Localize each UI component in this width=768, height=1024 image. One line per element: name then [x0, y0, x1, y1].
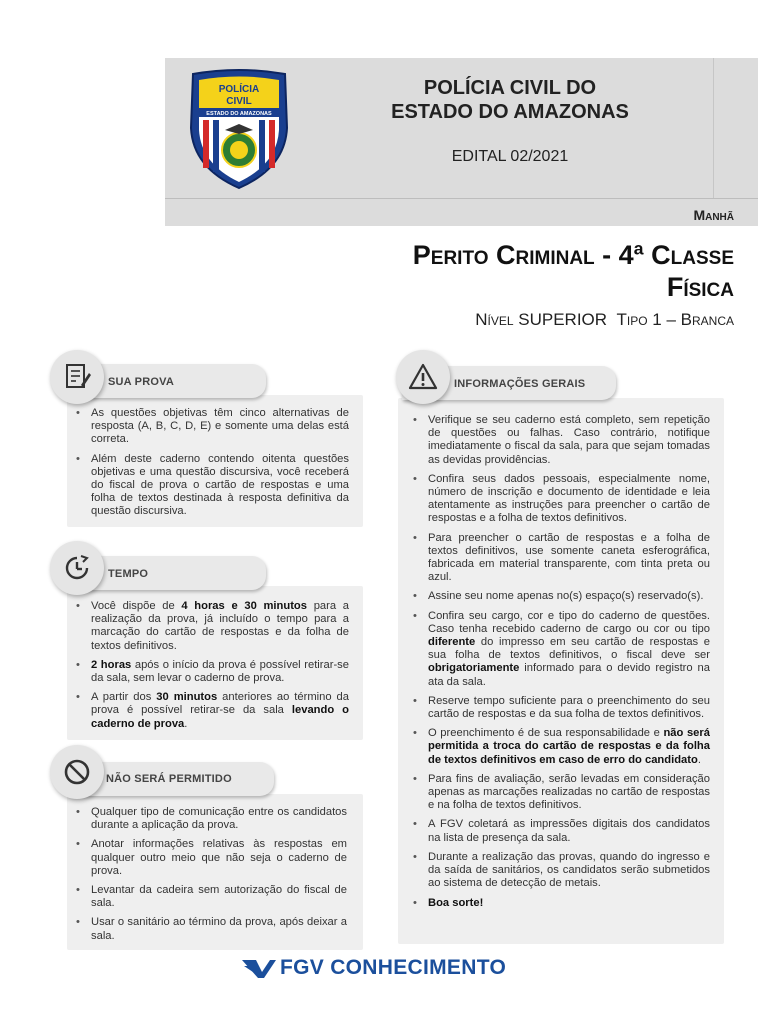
police-badge-icon [185, 68, 293, 190]
list-item: • 2 horas após o início da prova é possível retirar-se da sala, sem levar o caderno de prova. [91, 659, 349, 685]
list-item: • As questões objetivas têm cinco alternativas de resposta (A, B, C, D, E) e somente uma delas está correta. [91, 407, 349, 447]
org-name-line1: POLÍCIA CIVIL DO [423, 77, 597, 99]
list-item: • Confira seu cargo, cor e tipo do caderno de questões. Caso tenha recebido caderno de cargo ou cor ou tipo diferente do impresso em seu cartão de respostas e sua folha de textos definitivos, o fiscal deve ser obrigatoriamente informado para o devido registro na ata da sala. [428, 610, 710, 689]
list-item: • A partir dos 30 minutos anteriores ao término da prova é possível retirar-se da sala levando o caderno de prova. [91, 691, 349, 731]
org-name-line2: ESTADO DO AMAZONAS [391, 101, 629, 123]
nao-permitido-badge [50, 745, 104, 799]
warning-icon [407, 361, 439, 393]
list-item: • Confira seus dados pessoais, especialmente nome, número de inscrição e documento de identidade e leia atentamente as instruções para preencher o cartão de respostas e a folha de textos definitivos. [428, 473, 710, 526]
informacoes-gerais-panel [398, 398, 724, 944]
fgv-logo-icon [242, 958, 276, 980]
badge-text-civil: CIVIL [226, 96, 252, 107]
exam-shift: Manhã [693, 207, 734, 223]
level-value: SUPERIOR [518, 310, 608, 329]
badge-text-state: ESTADO DO AMAZONAS [206, 111, 272, 117]
list-item: • Para fins de avaliação, serão levadas em consideração apenas as marcações realizadas no cartão de respostas e na folha de textos definitivos. [428, 773, 710, 813]
section-title: INFORMAÇÕES GERAIS [454, 378, 586, 390]
list-item: • Boa sorte! [428, 897, 710, 910]
header-strip-line [165, 198, 758, 199]
clock-icon [61, 552, 93, 584]
list-item: • Reserve tempo suficiente para o preenchimento do seu cartão de respostas e da sua folha de textos definitivos. [428, 695, 710, 721]
role-title-line2: Física [666, 272, 734, 302]
section-title: NÃO SERÁ PERMITIDO [106, 773, 232, 785]
sua-prova-badge [50, 350, 104, 404]
list-item: • Assine seu nome apenas no(s) espaço(s) reservado(s). [428, 590, 710, 603]
level-label: Nível [475, 310, 514, 329]
exam-type: Tipo 1 – Branca [616, 310, 734, 329]
list-item: • Usar o sanitário ao término da prova, após deixar a sala. [91, 916, 347, 942]
prohibited-icon [61, 756, 93, 788]
badge-text-policia: POLÍCIA [218, 84, 260, 95]
section-title: SUA PROVA [108, 376, 174, 388]
sua-prova-panel [67, 395, 363, 527]
header-divider [713, 58, 714, 198]
list-item: • Para preencher o cartão de respostas e a folha de textos definitivos, use somente caneta esferográfica, fabricada em material transparente, com tinta preta ou azul. [428, 532, 710, 585]
edital-number: EDITAL 02/2021 [451, 148, 569, 165]
nao-permitido-panel [67, 794, 363, 950]
tempo-badge [50, 541, 104, 595]
list-item: • Levantar da cadeira sem autorização do fiscal de sala. [91, 884, 347, 910]
footer-brand-text: FGV CONHECIMENTO [280, 956, 507, 979]
list-item: • Anotar informações relativas às respostas em qualquer outro meio que não seja o caderno de prova. [91, 838, 347, 878]
section-title: TEMPO [108, 568, 149, 580]
list-item: • Qualquer tipo de comunicação entre os candidatos durante a aplicação da prova. [91, 806, 347, 832]
list-item: • Você dispõe de 4 horas e 30 minutos para a realização da prova, já incluído o tempo para a marcação do cartão de respostas e da folha de textos definitivos. [91, 600, 349, 653]
role-title-line1: Perito Criminal - 4ª Classe [412, 240, 734, 270]
informacoes-gerais-badge [396, 350, 450, 404]
list-item: • O preenchimento é de sua responsabilidade e não será permitida a troca do cartão de respostas e da folha de textos definitivos em caso de erro do candidato. [428, 727, 710, 767]
tempo-panel [67, 586, 363, 740]
exam-sheet-icon [61, 361, 93, 393]
list-item: • Além deste caderno contendo oitenta questões objetivas e uma questão discursiva, você receberá do fiscal de prova o cartão de respostas e uma folha de textos destinada à resposta definitiva da questão discursiva. [91, 453, 349, 519]
list-item: • Verifique se seu caderno está completo, sem repetição de questões ou falhas. Caso contrário, notifique imediatamente o fiscal da sala, para que sejam tomadas as devidas providências. [428, 414, 710, 467]
list-item: • Durante a realização das provas, quando do ingresso e da saída de sanitários, os candidatos serão submetidos ao sistema de detecção de metais. [428, 851, 710, 891]
list-item: • A FGV coletará as impressões digitais dos candidatos na lista de presença da sala. [428, 818, 710, 844]
exam-level-line [475, 310, 734, 330]
